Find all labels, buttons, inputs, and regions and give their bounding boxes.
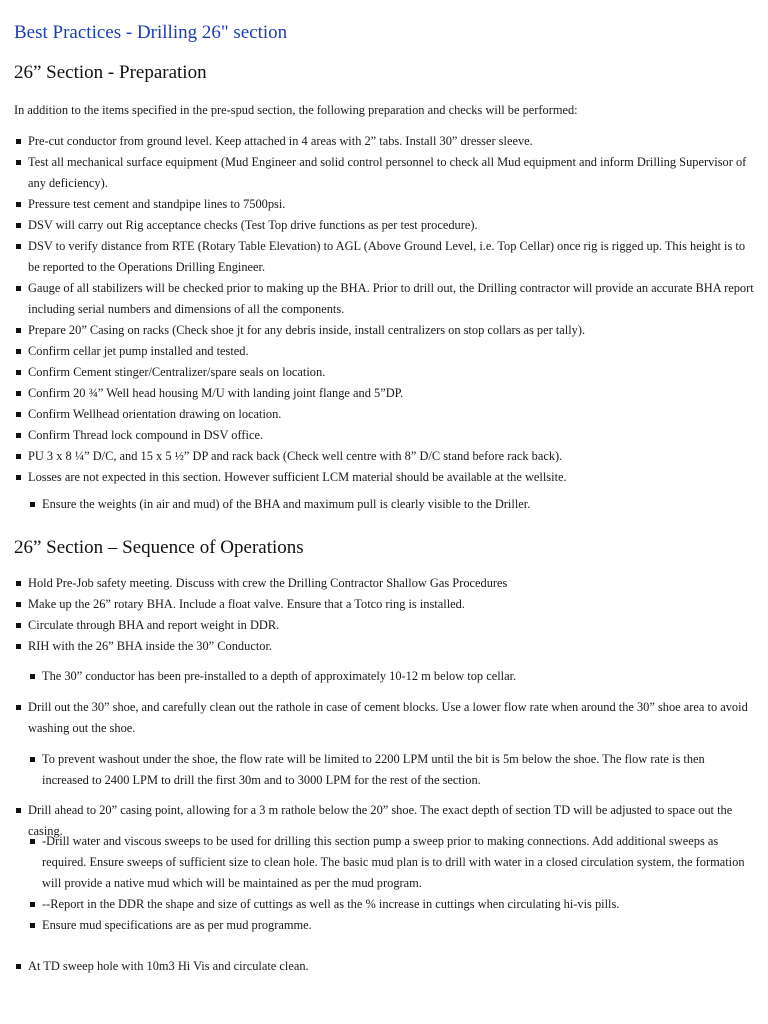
- list-item: Circulate through BHA and report weight in DDR.: [14, 615, 754, 636]
- list-item: Ensure the weights (in air and mud) of the BHA and maximum pull is clearly visible to the Driller.: [28, 494, 754, 515]
- list-item: Gauge of all stabilizers will be checked prior to making up the BHA. Prior to drill out, the Drilling contractor will provide an accurate BHA report including serial numbers and dimensions of all the components.: [14, 278, 754, 320]
- list-item: Confirm 20 ¾” Well head housing M/U with landing joint flange and 5”DP.: [14, 383, 754, 404]
- list-item: PU 3 x 8 ¼” D/C, and 15 x 5 ½” DP and rack back (Check well centre with 8” D/C stand before rack back).: [14, 446, 754, 467]
- list-item: Drill ahead to 20” casing point, allowing for a 3 m rathole below the 20” shoe. The exact depth of section TD will be adjusted to space out the casing.: [14, 800, 754, 842]
- operations-list-2: [14, 697, 754, 739]
- list-item: To prevent washout under the shoe, the flow rate will be limited to 2200 LPM until the bit is 5m below the shoe. The flow rate is then increased to 2400 LPM to drill the first 30m and to 3000 LPM for the rest of the section.: [28, 749, 754, 791]
- operations-list-4: [14, 956, 754, 977]
- list-item: --Report in the DDR the shape and size of cuttings as well as the % increase in cuttings when circulating hi-vis pills.: [28, 894, 754, 915]
- list-item: DSV will carry out Rig acceptance checks (Test Top drive functions as per test procedure).: [14, 215, 754, 236]
- list-item: Make up the 26” rotary BHA. Include a float valve. Ensure that a Totco ring is installed.: [14, 594, 754, 615]
- preparation-sub-list: [28, 494, 754, 515]
- list-item: DSV to verify distance from RTE (Rotary Table Elevation) to AGL (Above Ground Level, i.e. Top Cellar) once rig is rigged up. This height is to be reported to the Operations Drilling Engineer.: [14, 236, 754, 278]
- list-item: Confirm Cement stinger/Centralizer/spare seals on location.: [14, 362, 754, 383]
- list-item: Hold Pre-Job safety meeting. Discuss with crew the Drilling Contractor Shallow Gas Procedures: [14, 573, 754, 594]
- list-item: Prepare 20” Casing on racks (Check shoe jt for any debris inside, install centralizers on stop collars as per tally).: [14, 320, 754, 341]
- preparation-intro: In addition to the items specified in the pre-spud section, the following preparation and checks will be performed:: [14, 103, 578, 117]
- operations-heading: 26” Section – Sequence of Operations: [14, 537, 304, 558]
- list-item: -Drill water and viscous sweeps to be used for drilling this section pump a sweep prior to making connections. Add additional sweeps as required. Ensure sweeps of sufficient size to clean hole. The basic mud plan is to drill with water in a closed circulation system, the formation will provide a native mud which will be maintained as per the mud program.: [28, 831, 754, 894]
- list-item: The 30” conductor has been pre-installed to a depth of approximately 10-12 m below top cellar.: [28, 666, 754, 687]
- document-title: Best Practices - Drilling 26" section: [14, 22, 288, 43]
- list-item: Test all mechanical surface equipment (Mud Engineer and solid control personnel to check all Mud equipment and inform Drilling Supervisor of any deficiency).: [14, 152, 754, 194]
- operations-sub-list-1: [28, 666, 754, 687]
- preparation-list: [14, 131, 754, 488]
- list-item: Drill out the 30” shoe, and carefully clean out the rathole in case of cement blocks. Use a lower flow rate when around the 30” shoe area to avoid washing out the shoe.: [14, 697, 754, 739]
- operations-list: [14, 573, 754, 657]
- list-item: Confirm Thread lock compound in DSV office.: [14, 425, 754, 446]
- preparation-heading: 26” Section - Preparation: [14, 62, 207, 83]
- list-item: At TD sweep hole with 10m3 Hi Vis and circulate clean.: [14, 956, 754, 977]
- list-item: RIH with the 26” BHA inside the 30” Conductor.: [14, 636, 754, 657]
- operations-sub-list-2: [28, 749, 754, 791]
- list-item: Confirm Wellhead orientation drawing on location.: [14, 404, 754, 425]
- list-item: Confirm cellar jet pump installed and tested.: [14, 341, 754, 362]
- list-item: Ensure mud specifications are as per mud programme.: [28, 915, 754, 936]
- list-item: Pressure test cement and standpipe lines to 7500psi.: [14, 194, 754, 215]
- operations-sub-list-3: [28, 831, 754, 936]
- list-item: Losses are not expected in this section. However sufficient LCM material should be available at the wellsite.: [14, 467, 754, 488]
- list-item: Pre-cut conductor from ground level. Keep attached in 4 areas with 2” tabs. Install 30” dresser sleeve.: [14, 131, 754, 152]
